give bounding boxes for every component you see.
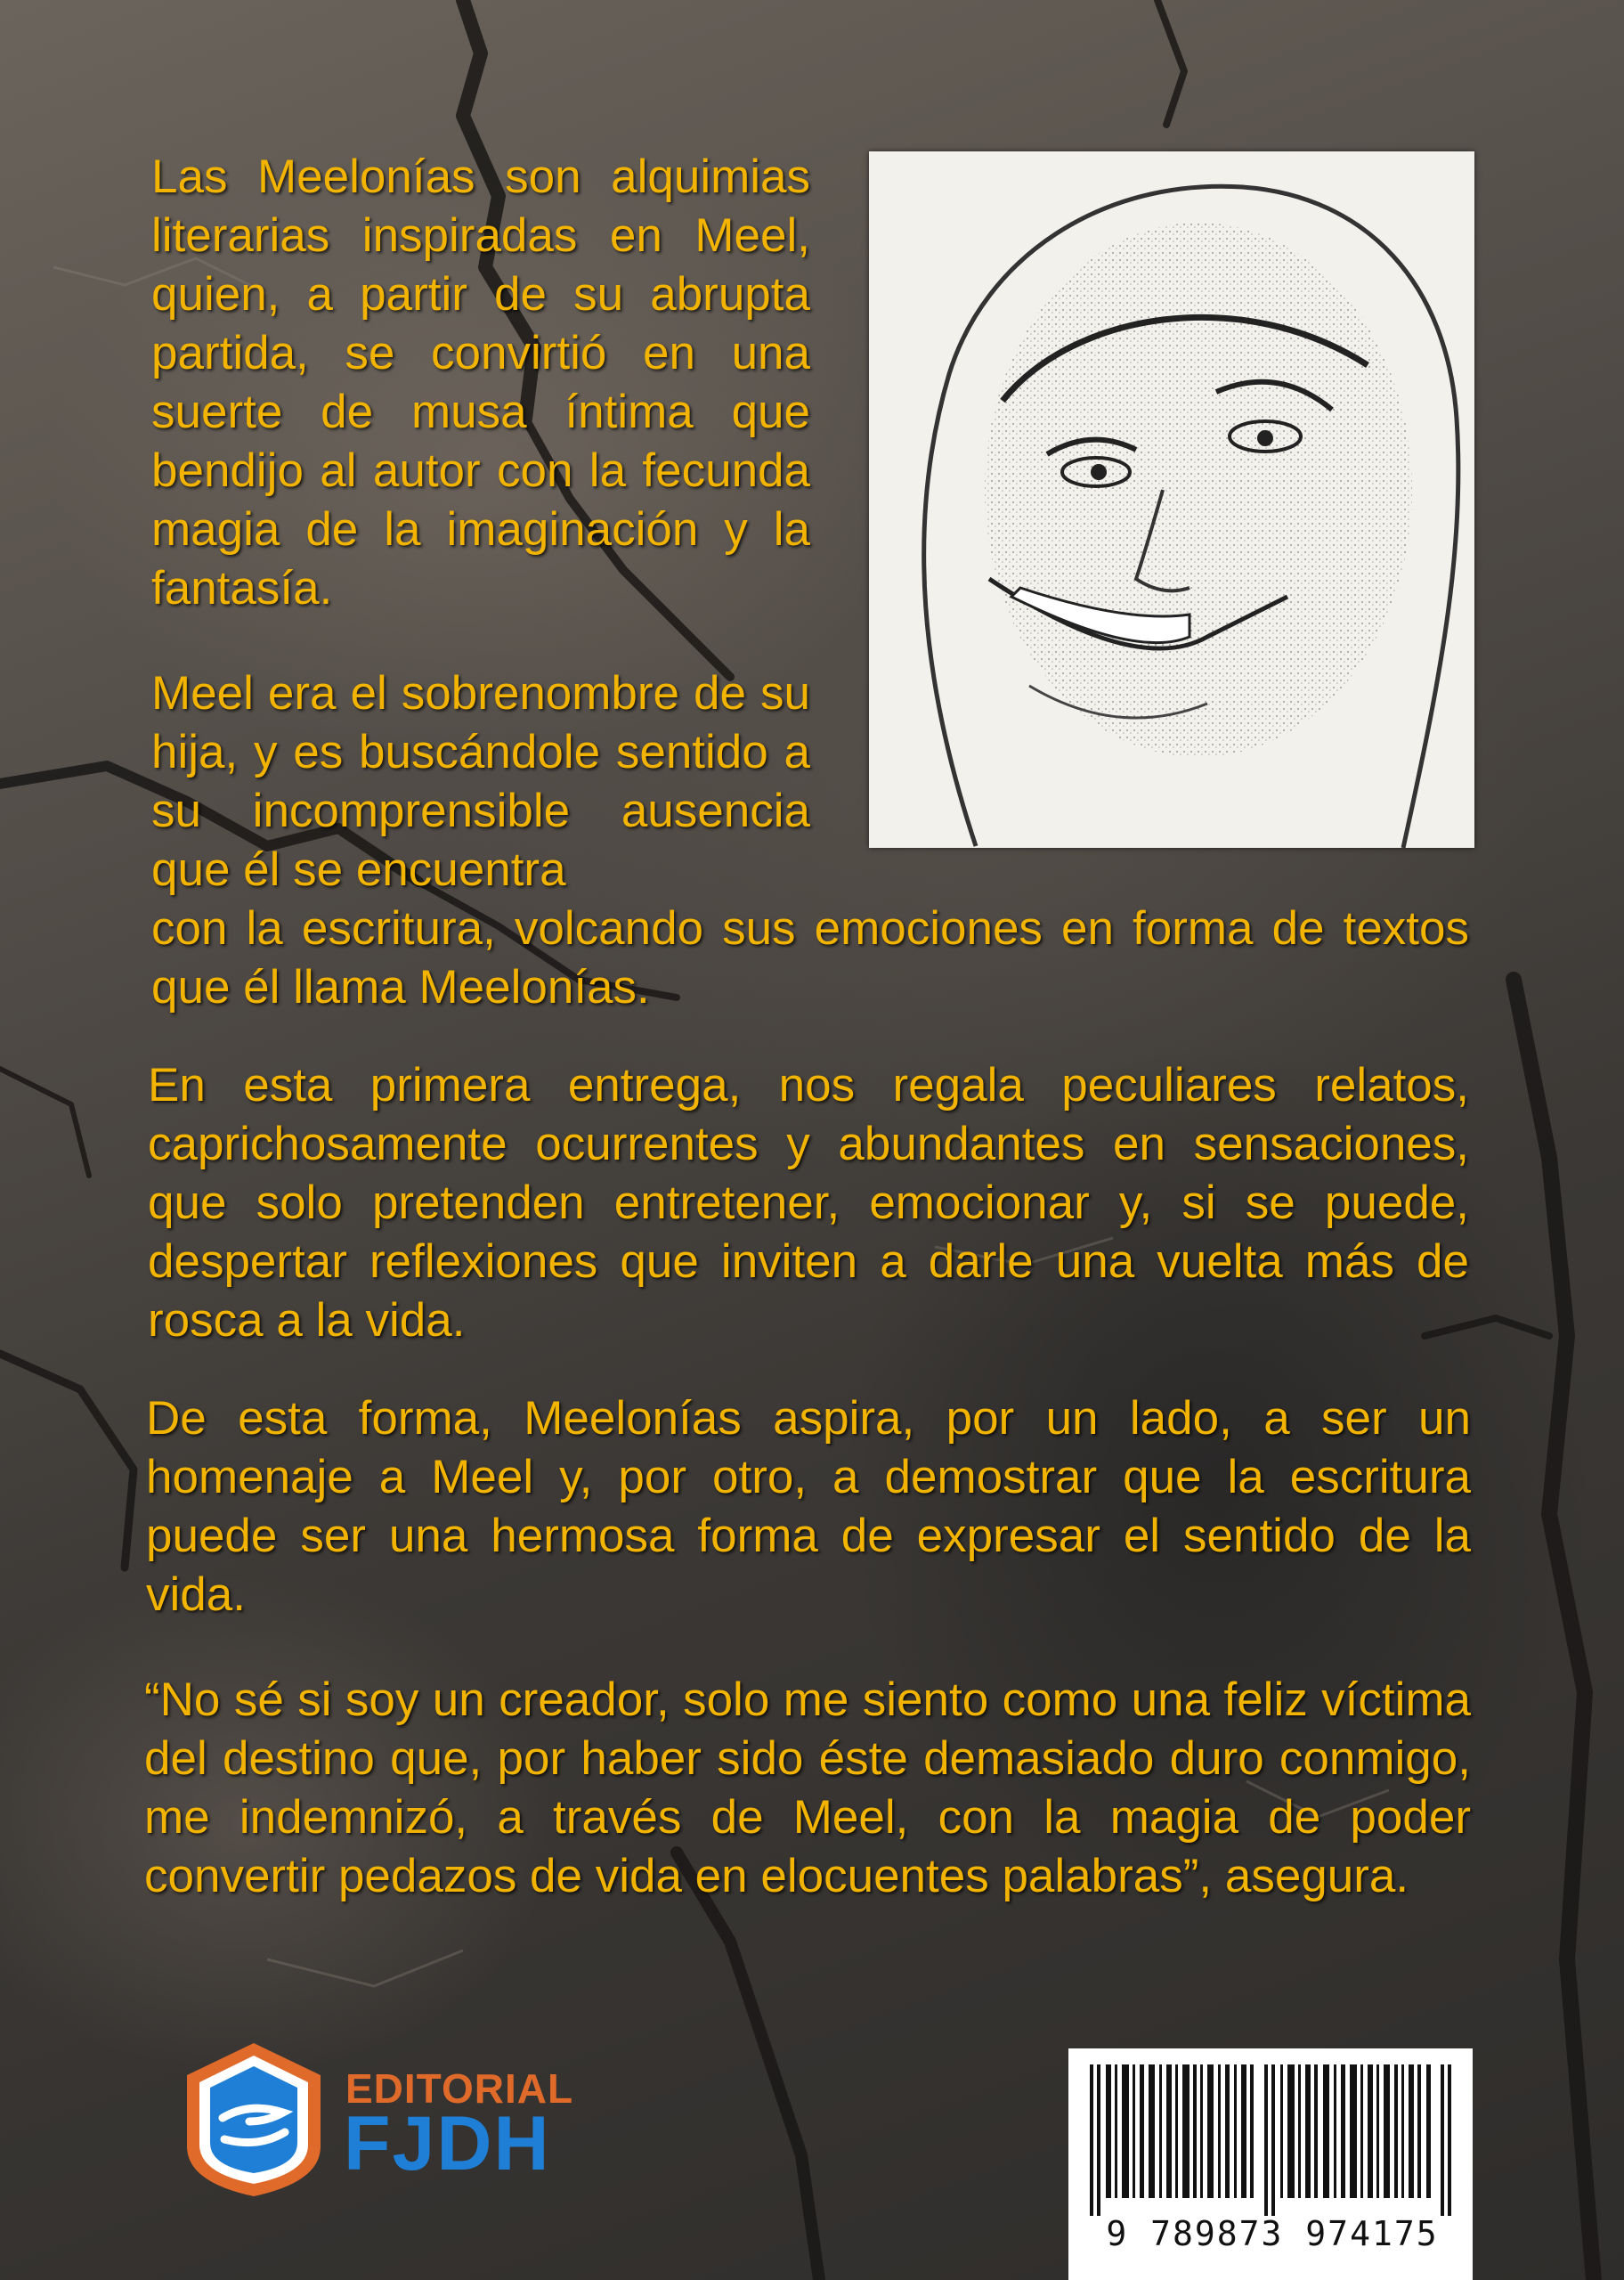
paragraph-4-text: De esta forma, Meelonías aspira, por un lado, a ser un homenaje a Meel y, por otro, a demostrar que la escritura puede ser una hermosa forma de expresar el sentido de la vida. (146, 1392, 1471, 1621)
author-quote-paragraph (144, 1671, 1471, 1906)
portrait-sketch (869, 151, 1474, 848)
paragraph-2-text-part-1: Meel era el sobrenombre de su hija, y es buscándole sentido a su incomprensible ausencia que él se encuentra (151, 667, 810, 896)
description-paragraph-4 (146, 1389, 1471, 1624)
shield-hands-icon (178, 2040, 329, 2200)
portrait-sketch-icon (869, 151, 1474, 848)
paragraph-2-text-part-2: con la escritura, volcando sus emociones en forma de textos que él llama Meelonías. (151, 902, 1469, 1014)
publisher-name-line-2: FJDH (344, 2101, 551, 2186)
isbn-barcode (1068, 2048, 1473, 2280)
paragraph-3-text: En esta primera entrega, nos regala peculiares relatos, caprichosamente ocurrentes y abundantes en sensaciones, que solo pretenden entretener, emocionar y, si se puede, despertar reflexiones que inviten a darle una vuelta más de rosca a la vida. (148, 1059, 1469, 1347)
publisher-name-line-1: EDITORIAL (345, 2065, 574, 2112)
description-paragraph-1 (151, 148, 810, 618)
paragraph-5-text: “No sé si soy un creador, solo me siento como una feliz víctima del destino que, por haber sido éste demasiado duro conmigo, me indemnizó, a través de Meel, con la magia de poder convertir pedazos de vida en elocuentes palabras”, asegura. (144, 1673, 1471, 1902)
publisher-logo (178, 2040, 605, 2200)
isbn-number: 9 789873 974175 (1106, 2214, 1439, 2253)
description-paragraph-3 (148, 1056, 1469, 1350)
paragraph-1-text: Las Meelonías son alquimias literarias inspiradas en Meel, quien, a partir de su abrupta partida, se convirtió en una suerte de musa íntima que bendijo al autor con la fecunda magia de la imaginación y la fantasía. (151, 151, 810, 615)
barcode-icon (1084, 2064, 1457, 2216)
